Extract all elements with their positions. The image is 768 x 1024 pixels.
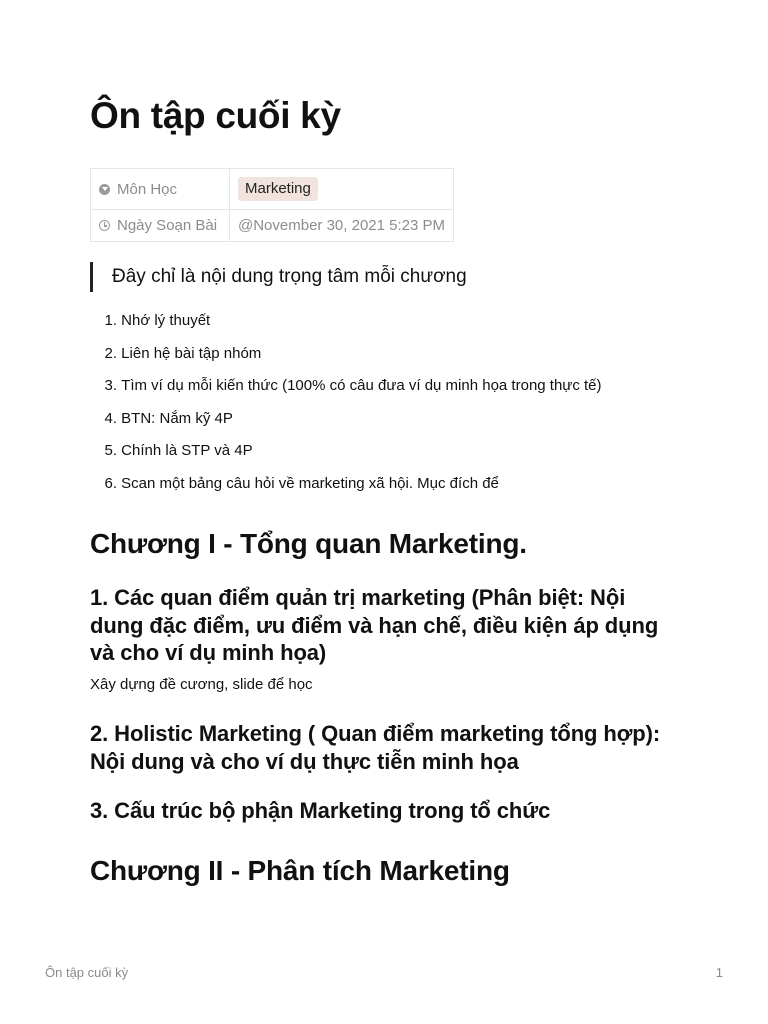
property-label: Môn Học — [117, 180, 178, 198]
list-text: Scan một bảng câu hỏi về marketing xã hội. Mục đích để — [121, 474, 499, 492]
list-item — [90, 309, 602, 342]
chapter-2-heading: Chương II - Phân tích Marketing — [90, 855, 510, 886]
select-icon — [99, 184, 110, 195]
footer-doc-title: Ôn tập cuối kỳ — [45, 965, 129, 980]
list-number: 6. — [104, 474, 117, 492]
section-1-note: Xây dựng đề cương, slide để học — [90, 676, 313, 693]
list-item — [90, 374, 602, 407]
list-item — [90, 342, 602, 375]
list-text: Chính là STP và 4P — [121, 442, 253, 460]
page-title: Ôn tập cuối kỳ — [90, 95, 341, 136]
property-key — [91, 210, 230, 242]
list-text: Liên hệ bài tập nhóm — [121, 344, 262, 362]
list-number: 4. — [104, 409, 117, 427]
clock-icon — [99, 220, 110, 231]
property-value[interactable] — [230, 210, 454, 242]
list-text: Nhớ lý thuyết — [121, 312, 211, 329]
list-number: 2. — [104, 344, 117, 362]
list-item — [90, 472, 602, 505]
numbered-list — [90, 309, 602, 505]
property-key — [91, 169, 230, 210]
list-number: 5. — [104, 442, 117, 460]
section-3-heading: 3. Cấu trúc bộ phận Marketing trong tổ chức — [90, 798, 551, 823]
section-2-heading: 2. Holistic Marketing ( Quan điểm marketing tổng hợp): Nội dung và cho ví dụ thực tiễn minh họa — [90, 721, 661, 774]
list-item — [90, 407, 602, 440]
list-text: Tìm ví dụ mỗi kiến thức (100% có câu đưa ví dụ minh họa trong thực tế) — [121, 377, 602, 395]
list-number: 1. — [104, 312, 117, 329]
property-label: Ngày Soạn Bài — [117, 217, 218, 234]
subject-tag[interactable]: Marketing — [238, 177, 318, 201]
property-row-date — [91, 210, 454, 242]
list-text: BTN: Nắm kỹ 4P — [121, 409, 233, 427]
list-number: 3. — [104, 377, 117, 395]
property-value[interactable] — [230, 169, 454, 210]
footer-page-number: 1 — [715, 965, 723, 980]
properties-table — [90, 168, 454, 242]
list-item — [90, 439, 602, 472]
callout-quote: Đây chỉ là nội dung trọng tâm mỗi chương — [90, 262, 467, 292]
property-row-subject — [91, 169, 454, 210]
section-1-heading: 1. Các quan điểm quản trị marketing (Phân biệt: Nội dung đặc điểm, ưu điểm và hạn chế, điều kiện áp dụng và cho ví dụ minh họa) — [90, 585, 659, 665]
chapter-1-heading: Chương I - Tổng quan Marketing. — [90, 528, 527, 559]
date-value[interactable]: @November 30, 2021 5:23 PM — [238, 217, 446, 234]
